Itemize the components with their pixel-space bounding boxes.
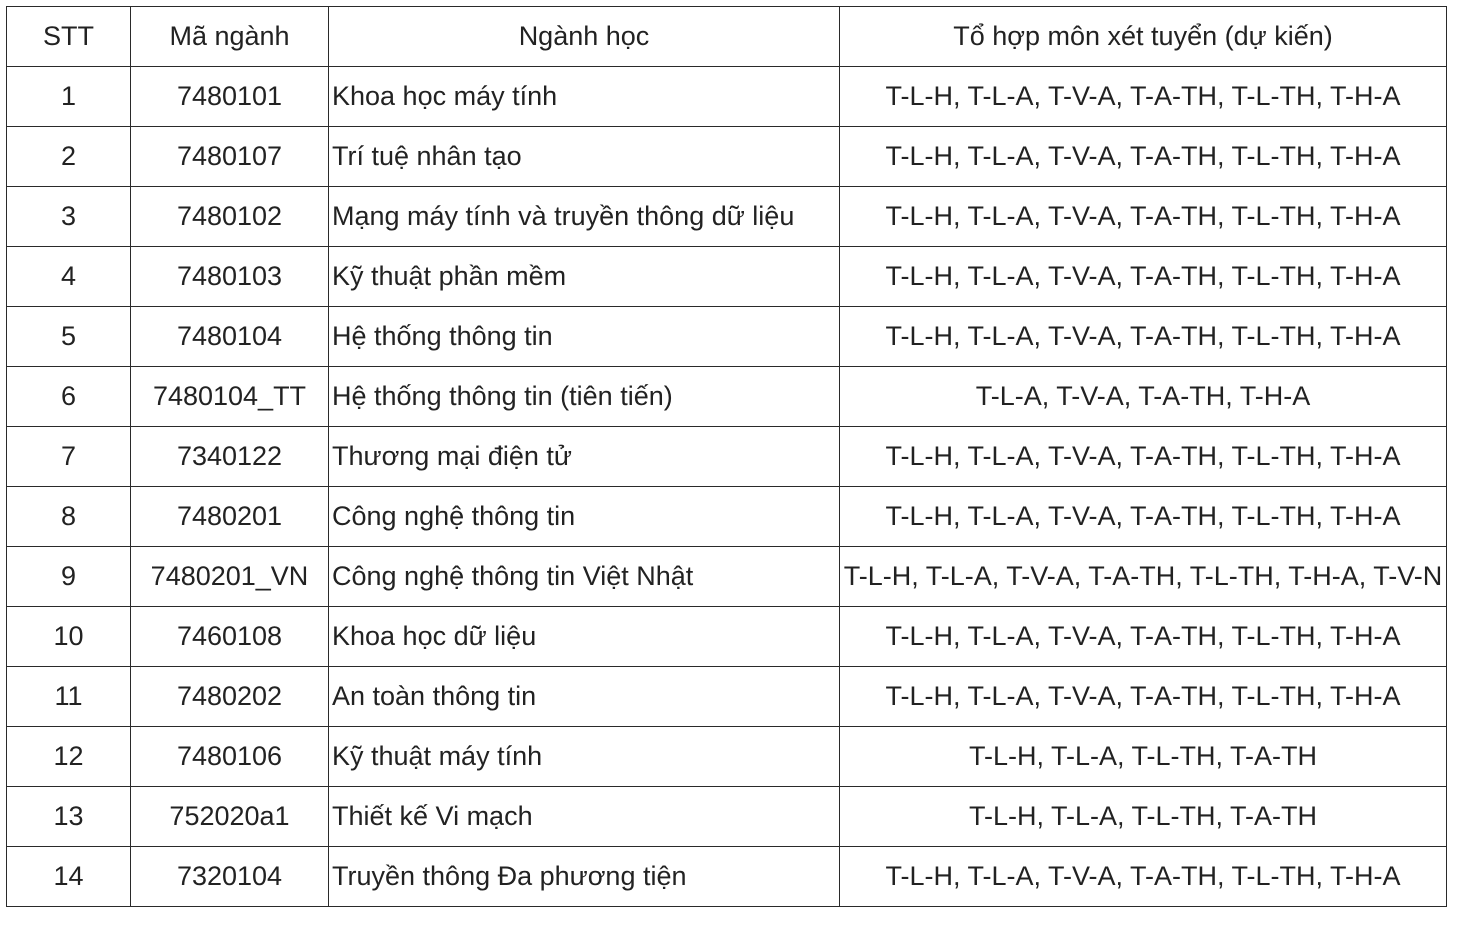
cell-subject-combinations: T-L-H, T-L-A, T-V-A, T-A-TH, T-L-TH, T-H-A	[840, 427, 1447, 487]
cell-subject-combinations: T-L-H, T-L-A, T-L-TH, T-A-TH	[840, 727, 1447, 787]
cell-subject-combinations: T-L-H, T-L-A, T-V-A, T-A-TH, T-L-TH, T-H-A	[840, 67, 1447, 127]
cell-subject-combinations: T-L-H, T-L-A, T-V-A, T-A-TH, T-L-TH, T-H-A	[840, 847, 1447, 907]
cell-stt: 13	[7, 787, 131, 847]
table-row	[7, 367, 1447, 427]
cell-major-name: An toàn thông tin	[329, 667, 840, 727]
cell-subject-combinations: T-L-H, T-L-A, T-V-A, T-A-TH, T-L-TH, T-H-A, T-V-N	[840, 547, 1447, 607]
cell-subject-combinations: T-L-H, T-L-A, T-V-A, T-A-TH, T-L-TH, T-H-A	[840, 667, 1447, 727]
cell-subject-combinations: T-L-H, T-L-A, T-V-A, T-A-TH, T-L-TH, T-H-A	[840, 307, 1447, 367]
cell-subject-combinations: T-L-A, T-V-A, T-A-TH, T-H-A	[840, 367, 1447, 427]
table-row	[7, 307, 1447, 367]
cell-major-name: Truyền thông Đa phương tiện	[329, 847, 840, 907]
header-stt: STT	[7, 7, 131, 67]
cell-major-code: 7320104	[131, 847, 329, 907]
table-row	[7, 727, 1447, 787]
table-row	[7, 847, 1447, 907]
cell-major-code: 7460108	[131, 607, 329, 667]
header-row	[7, 7, 1447, 67]
cell-major-code: 7480101	[131, 67, 329, 127]
cell-major-code: 7480102	[131, 187, 329, 247]
cell-major-code: 7480202	[131, 667, 329, 727]
cell-major-name: Thiết kế Vi mạch	[329, 787, 840, 847]
table-row	[7, 547, 1447, 607]
cell-major-code: 7480106	[131, 727, 329, 787]
cell-stt: 7	[7, 427, 131, 487]
table-row	[7, 67, 1447, 127]
cell-major-name: Công nghệ thông tin Việt Nhật	[329, 547, 840, 607]
cell-stt: 6	[7, 367, 131, 427]
cell-major-name: Khoa học máy tính	[329, 67, 840, 127]
table-row	[7, 247, 1447, 307]
cell-major-name: Công nghệ thông tin	[329, 487, 840, 547]
cell-stt: 2	[7, 127, 131, 187]
cell-stt: 9	[7, 547, 131, 607]
table-row	[7, 127, 1447, 187]
cell-subject-combinations: T-L-H, T-L-A, T-V-A, T-A-TH, T-L-TH, T-H-A	[840, 487, 1447, 547]
cell-subject-combinations: T-L-H, T-L-A, T-V-A, T-A-TH, T-L-TH, T-H-A	[840, 607, 1447, 667]
cell-major-name: Trí tuệ nhân tạo	[329, 127, 840, 187]
cell-subject-combinations: T-L-H, T-L-A, T-L-TH, T-A-TH	[840, 787, 1447, 847]
cell-major-code: 7480103	[131, 247, 329, 307]
cell-major-name: Kỹ thuật phần mềm	[329, 247, 840, 307]
admission-majors-table	[6, 6, 1447, 907]
cell-stt: 1	[7, 67, 131, 127]
table-row	[7, 427, 1447, 487]
cell-subject-combinations: T-L-H, T-L-A, T-V-A, T-A-TH, T-L-TH, T-H-A	[840, 247, 1447, 307]
cell-stt: 11	[7, 667, 131, 727]
table-header	[7, 7, 1447, 67]
cell-major-code: 752020a1	[131, 787, 329, 847]
cell-subject-combinations: T-L-H, T-L-A, T-V-A, T-A-TH, T-L-TH, T-H-A	[840, 187, 1447, 247]
table-row	[7, 607, 1447, 667]
header-major-code: Mã ngành	[131, 7, 329, 67]
cell-stt: 12	[7, 727, 131, 787]
cell-major-code: 7480201_VN	[131, 547, 329, 607]
header-major-name: Ngành học	[329, 7, 840, 67]
cell-stt: 5	[7, 307, 131, 367]
cell-major-code: 7480104	[131, 307, 329, 367]
table-row	[7, 787, 1447, 847]
cell-major-code: 7480107	[131, 127, 329, 187]
cell-major-name: Thương mại điện tử	[329, 427, 840, 487]
cell-major-code: 7480104_TT	[131, 367, 329, 427]
cell-major-name: Kỹ thuật máy tính	[329, 727, 840, 787]
cell-major-name: Khoa học dữ liệu	[329, 607, 840, 667]
cell-stt: 10	[7, 607, 131, 667]
cell-stt: 4	[7, 247, 131, 307]
cell-stt: 8	[7, 487, 131, 547]
table-row	[7, 187, 1447, 247]
table-body	[7, 67, 1447, 907]
cell-major-name: Mạng máy tính và truyền thông dữ liệu	[329, 187, 840, 247]
cell-major-name: Hệ thống thông tin	[329, 307, 840, 367]
cell-major-code: 7340122	[131, 427, 329, 487]
cell-major-name: Hệ thống thông tin (tiên tiến)	[329, 367, 840, 427]
cell-stt: 3	[7, 187, 131, 247]
table-row	[7, 487, 1447, 547]
header-subject-combinations: Tổ hợp môn xét tuyển (dự kiến)	[840, 7, 1447, 67]
table-row	[7, 667, 1447, 727]
cell-stt: 14	[7, 847, 131, 907]
cell-major-code: 7480201	[131, 487, 329, 547]
cell-subject-combinations: T-L-H, T-L-A, T-V-A, T-A-TH, T-L-TH, T-H-A	[840, 127, 1447, 187]
